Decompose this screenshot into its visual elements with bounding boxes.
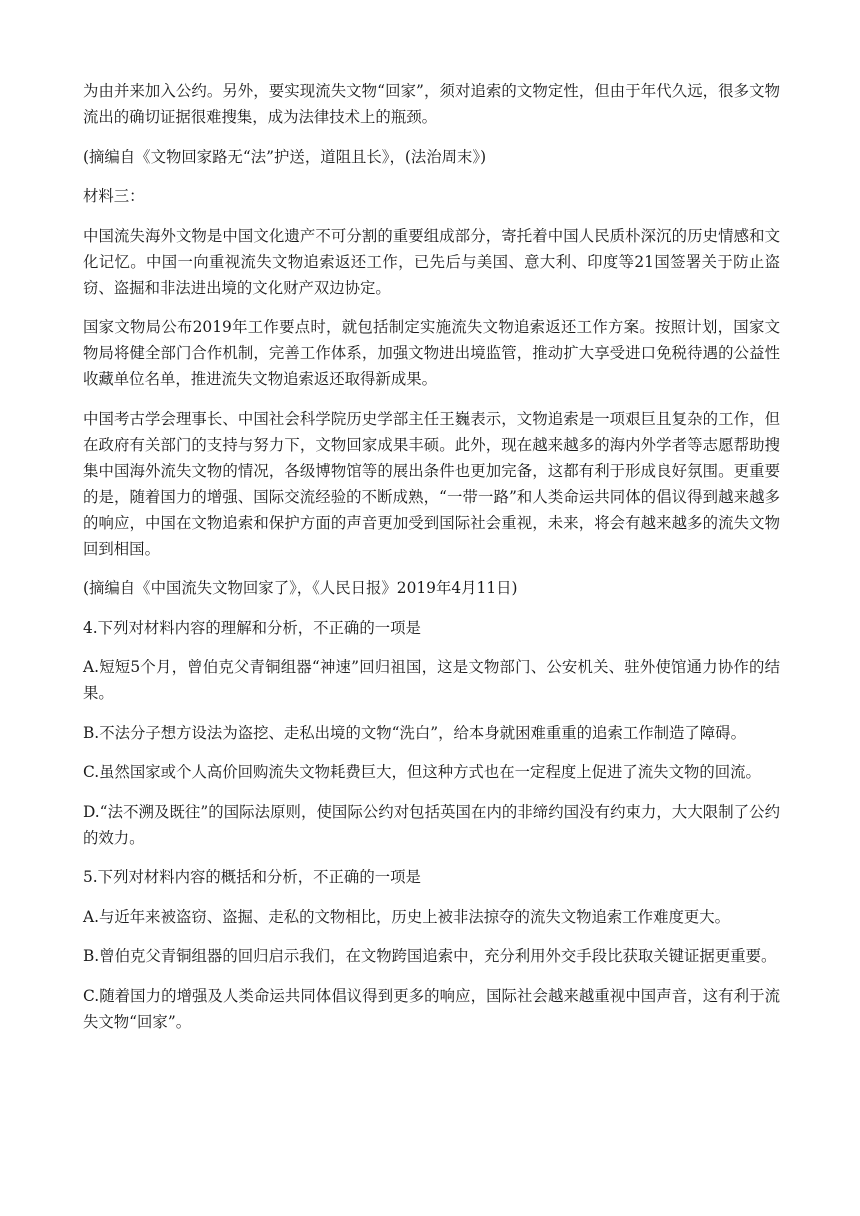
answer-option: B.不法分子想方设法为盗挖、走私出境的文物“洗白”，给本身就困难重重的追索工作制造了障碍。 [83, 723, 746, 742]
answer-option: D.“法不溯及既往”的国际法原则，使国际公约对包括英国在内的非缔约国没有约束力，大大限制了公约的效力。 [83, 802, 780, 847]
source-citation: (摘编自《文物回家路无“法”护送，道阻且长》，(法治周末》) [83, 147, 487, 166]
material-heading: 材料三： [83, 187, 145, 205]
answer-option: A.短短5个月，曾伯克父青铜组器“神速”回归祖国，这是文物部门、公安机关、驻外使馆通力协作的结果。 [83, 658, 780, 702]
document-page [83, 78, 780, 1048]
source-citation: (摘编自《中国流失文物回家了》，《人民日报》2019年4月11日) [83, 579, 518, 597]
answer-option: C.随着国力的增强及人类命运共同体倡议得到更多的响应，国际社会越来越重视中国声音，这有利于流失文物“回家”。 [83, 986, 780, 1031]
answer-option: B.曾伯克父青铜组器的回归启示我们，在文物跨国追索中，充分利用外交手段比获取关键证据更重要。 [83, 947, 777, 965]
paragraph: 中国考古学会理事长、中国社会科学院历史学部主任王巍表示，文物追索是一项艰巨且复杂的工作，但在政府有关部门的支持与努力下，文物回家成果丰硕。此外，现在越来越多的海内外学者等志愿帮助搜集中国海外流失文物的情况，各级博物馆等的展出条件也更加完备，这都有利于形成良好氛围。更重要的是，随着国力的增强、国际交流经验的不断成熟，“一带一路”和人类命运共同体的倡议得到越来越多的响应，中国在文物追索和保护方面的声音更加受到国际社会重视，未来，将会有越来越多的流失文物回到相国。 [83, 409, 780, 558]
question-stem: 5.下列对材料内容的概括和分析，不正确的一项是 [83, 868, 421, 886]
paragraph: 中国流失海外文物是中国文化遗产不可分割的重要组成部分，寄托着中国人民质朴深沉的历史情感和文化记忆。中国一向重视流失文物追索返还工作，已先后与美国、意大利、印度等21国签署关于防止盗窃、盗掘和非法进出境的文化财产双边协定。 [83, 226, 780, 297]
question-stem: 4.下列对材料内容的理解和分析，不正确的一项是 [83, 618, 421, 637]
paragraph: 国家文物局公布2019年工作要点时，就包括制定实施流失文物追索返还工作方案。按照计划，国家文物局将健全部门合作机制，完善工作体系，加强文物进出境监管，推动扩大享受进口免税待遇的公益性收藏单位名单，推进流失文物追索返还取得新成果。 [83, 318, 780, 388]
answer-option: C.虽然国家或个人高价回购流失文物耗费巨大，但这种方式也在一定程度上促进了流失文物的回流。 [83, 763, 761, 781]
answer-option: A.与近年来被盗窃、盗掘、走私的文物相比，历史上被非法掠夺的流失文物追索工作难度更大。 [83, 907, 731, 926]
paragraph-continued: 为由并来加入公约。另外，要实现流失文物“回家”，须对追索的文物定性，但由于年代久远，很多文物流出的确切证据很难搜集，成为法律技术上的瓶颈。 [83, 82, 780, 126]
